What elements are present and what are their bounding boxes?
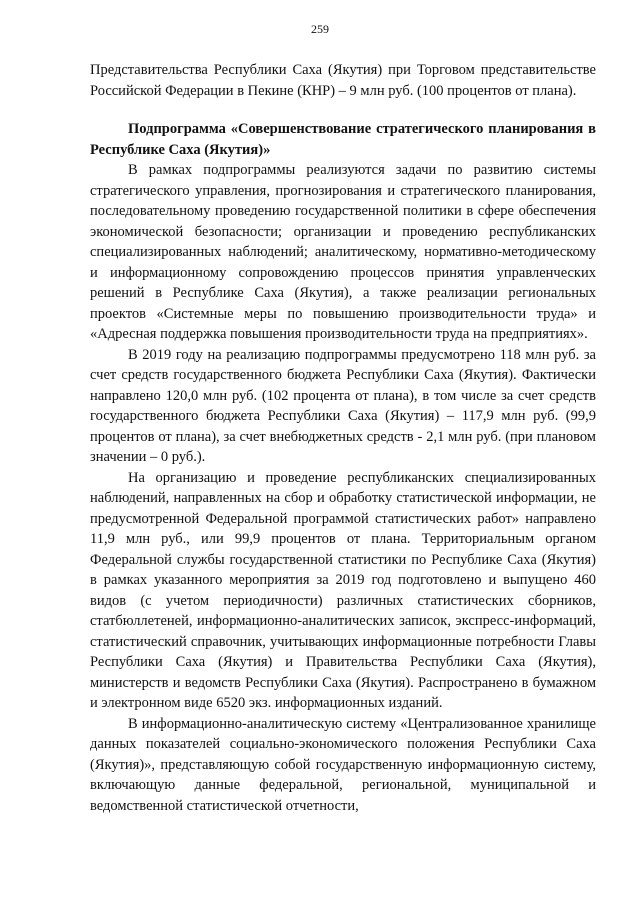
paragraph-observations: На организацию и проведение республиканских специализированных наблюдений, направленных на сбор и обработку статистической информации, не предусмотренной Федеральной программой статистических работ» направлено 11,9 млн руб., или 99,9 процентов от плана. Территориальным органом Федеральной службы государственной статистики по Республике Саха (Якутия) в рамках указанного мероприятия за 2019 год подготовлено и выпущено 460 видов (с учетом периодичности) различных статистических сборников, статбюллетеней, информационно-аналитических записок, экспресс-информаций, статистический справочник, учитывающих информационные потребности Главы Республики Саха (Якутия) и Правительства Республики Саха (Якутия), министерств и ведомств Республики Саха (Якутия). Распространено в бумажном и электронном виде 6520 экз. информационных изданий. <box>90 469 596 711</box>
paragraph-information-system: В информационно-аналитическую систему «Централизованное хранилище данных показателей социально-экономического положения Республики Саха (Якутия)», представляющую собой государственную информационную систему, включающую данные федеральной, региональной, муниципальной и ведомственной статистической отчетности, <box>90 715 596 814</box>
document-body <box>90 60 596 816</box>
subprogram-heading: Подпрограмма «Совершенствование стратегического планирования в Республике Саха (Якутия)» <box>90 121 596 158</box>
paragraph-continuation: Представительства Республики Саха (Якутия) при Торговом представительстве Российской Федерации в Пекине (КНР) – 9 млн руб. (100 процентов от плана). <box>90 62 596 99</box>
page-number: 259 <box>311 22 329 36</box>
paragraph-tasks: В рамках подпрограммы реализуются задачи по развитию системы стратегического управления, прогнозирования и стратегического планирования, последовательному проведению государственной политики в сфере обеспечения экономической безопасности; организации и проведению республиканских специализированных наблюдений; аналитическому, нормативно-методическому и информационному сопровождению процессов принятия управленческих решений в Республике Саха (Якутия), а также реализации региональных проектов «Системные меры по повышению производительности труда» и «Адресная поддержка повышения производительности труда на предприятиях». <box>90 162 596 342</box>
paragraph-funding: В 2019 году на реализацию подпрограммы предусмотрено 118 млн руб. за счет средств государственного бюджета Республики Саха (Якутия). Фактически направлено 120,0 млн руб. (102 процента от плана), в том числе за счет средств государственного бюджета Республики Саха (Якутия) – 117,9 млн руб. (99,9 процентов от плана), за счет внебюджетных средств - 2,1 млн руб. (при плановом значении – 0 руб.). <box>90 346 596 465</box>
